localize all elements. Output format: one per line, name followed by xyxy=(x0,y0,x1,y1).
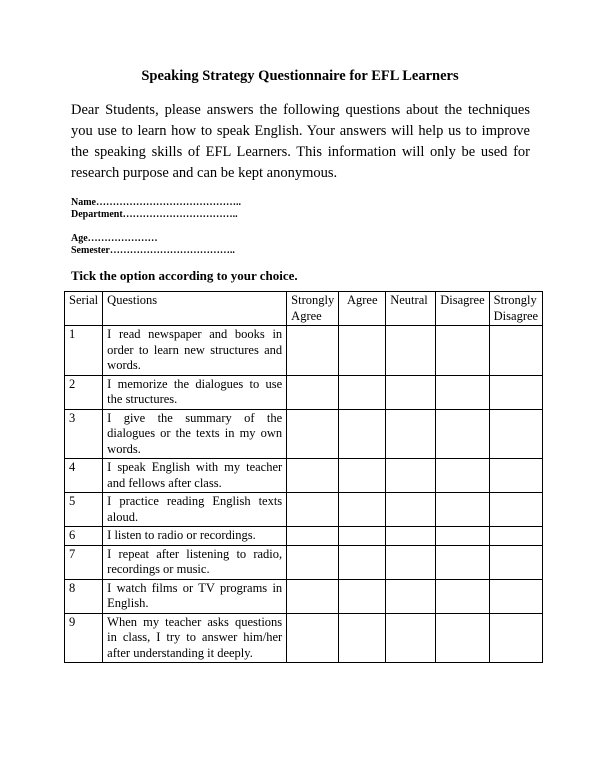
questionnaire-table xyxy=(64,291,543,663)
header-neutral: Neutral xyxy=(386,292,436,326)
serial-cell: 3 xyxy=(65,409,103,459)
option-strongly-agree-cell[interactable] xyxy=(287,579,339,613)
question-cell: When my teacher asks questions in class, I try to answer him/her after understanding it deeply. xyxy=(103,613,287,663)
option-disagree-cell[interactable] xyxy=(436,409,489,459)
table-row xyxy=(65,613,543,663)
option-disagree-cell[interactable] xyxy=(436,493,489,527)
option-strongly-agree-cell[interactable] xyxy=(287,375,339,409)
option-agree-cell[interactable] xyxy=(339,375,386,409)
option-neutral-cell[interactable] xyxy=(386,375,436,409)
option-strongly-agree-cell[interactable] xyxy=(287,545,339,579)
question-cell: I practice reading English texts aloud. xyxy=(103,493,287,527)
serial-cell: 2 xyxy=(65,375,103,409)
serial-cell: 1 xyxy=(65,326,103,376)
option-disagree-cell[interactable] xyxy=(436,459,489,493)
question-cell: I memorize the dialogues to use the structures. xyxy=(103,375,287,409)
table-row xyxy=(65,545,543,579)
option-agree-cell[interactable] xyxy=(339,579,386,613)
option-agree-cell[interactable] xyxy=(339,409,386,459)
table-header-row xyxy=(65,292,543,326)
age-field[interactable]: Age………………… xyxy=(71,233,158,244)
name-field[interactable]: Name…………………………………….. xyxy=(71,197,241,208)
option-agree-cell[interactable] xyxy=(339,613,386,663)
option-agree-cell[interactable] xyxy=(339,459,386,493)
option-neutral-cell[interactable] xyxy=(386,613,436,663)
option-disagree-cell[interactable] xyxy=(436,527,489,546)
option-strongly-agree-cell[interactable] xyxy=(287,613,339,663)
table-row xyxy=(65,409,543,459)
option-neutral-cell[interactable] xyxy=(386,459,436,493)
option-disagree-cell[interactable] xyxy=(436,375,489,409)
serial-cell: 8 xyxy=(65,579,103,613)
option-disagree-cell[interactable] xyxy=(436,545,489,579)
option-agree-cell[interactable] xyxy=(339,527,386,546)
option-agree-cell[interactable] xyxy=(339,326,386,376)
option-strongly-disagree-cell[interactable] xyxy=(489,409,542,459)
option-disagree-cell[interactable] xyxy=(436,613,489,663)
header-serial: Serial xyxy=(65,292,103,326)
option-neutral-cell[interactable] xyxy=(386,493,436,527)
question-cell: I speak English with my teacher and fellows after class. xyxy=(103,459,287,493)
question-cell: I repeat after listening to radio, recordings or music. xyxy=(103,545,287,579)
serial-cell: 7 xyxy=(65,545,103,579)
question-cell: I listen to radio or recordings. xyxy=(103,527,287,546)
option-disagree-cell[interactable] xyxy=(436,579,489,613)
option-strongly-disagree-cell[interactable] xyxy=(489,545,542,579)
option-agree-cell[interactable] xyxy=(339,493,386,527)
option-strongly-agree-cell[interactable] xyxy=(287,527,339,546)
question-cell: I watch films or TV programs in English. xyxy=(103,579,287,613)
header-strongly-disagree: Strongly Disagree xyxy=(489,292,542,326)
option-strongly-agree-cell[interactable] xyxy=(287,409,339,459)
header-agree: Agree xyxy=(339,292,386,326)
department-field[interactable]: Department…………………………….. xyxy=(71,209,238,220)
option-strongly-disagree-cell[interactable] xyxy=(489,326,542,376)
option-neutral-cell[interactable] xyxy=(386,326,436,376)
page-title: Speaking Strategy Questionnaire for EFL Learners xyxy=(141,68,459,84)
option-strongly-agree-cell[interactable] xyxy=(287,326,339,376)
serial-cell: 9 xyxy=(65,613,103,663)
instruction-text: Tick the option according to your choice. xyxy=(71,268,298,283)
serial-cell: 4 xyxy=(65,459,103,493)
serial-cell: 5 xyxy=(65,493,103,527)
option-strongly-agree-cell[interactable] xyxy=(287,493,339,527)
semester-field[interactable]: Semester……………………………….. xyxy=(71,245,235,256)
option-strongly-disagree-cell[interactable] xyxy=(489,375,542,409)
option-neutral-cell[interactable] xyxy=(386,409,436,459)
serial-cell: 6 xyxy=(65,527,103,546)
option-strongly-disagree-cell[interactable] xyxy=(489,579,542,613)
table-row xyxy=(65,375,543,409)
table-row xyxy=(65,579,543,613)
table-row xyxy=(65,459,543,493)
header-disagree: Disagree xyxy=(436,292,489,326)
option-agree-cell[interactable] xyxy=(339,545,386,579)
intro-paragraph: Dear Students, please answers the following questions about the techniques you use to learn how to speak English. Your answers will help us to improve the speaking skills of EFL Learners. This information will only be used for research purpose and can be kept anonymous. xyxy=(71,102,530,181)
option-neutral-cell[interactable] xyxy=(386,579,436,613)
question-cell: I read newspaper and books in order to learn new structures and words. xyxy=(103,326,287,376)
option-neutral-cell[interactable] xyxy=(386,545,436,579)
header-questions: Questions xyxy=(103,292,287,326)
option-strongly-agree-cell[interactable] xyxy=(287,459,339,493)
option-strongly-disagree-cell[interactable] xyxy=(489,613,542,663)
option-strongly-disagree-cell[interactable] xyxy=(489,527,542,546)
option-strongly-disagree-cell[interactable] xyxy=(489,459,542,493)
option-disagree-cell[interactable] xyxy=(436,326,489,376)
header-strongly-agree: Strongly Agree xyxy=(287,292,339,326)
question-cell: I give the summary of the dialogues or the texts in my own words. xyxy=(103,409,287,459)
option-neutral-cell[interactable] xyxy=(386,527,436,546)
table-row xyxy=(65,527,543,546)
table-row xyxy=(65,326,543,376)
table-row xyxy=(65,493,543,527)
option-strongly-disagree-cell[interactable] xyxy=(489,493,542,527)
